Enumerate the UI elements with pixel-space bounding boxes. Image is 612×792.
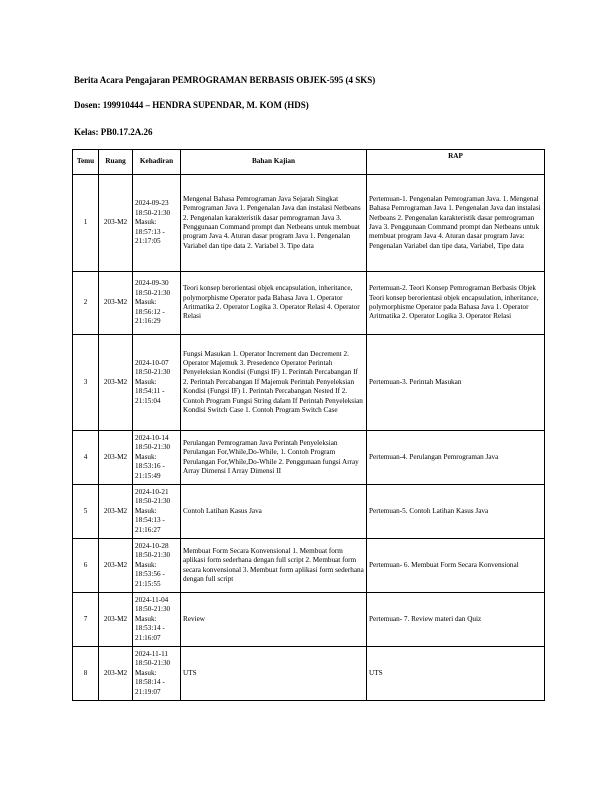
cell-temu: 2: [73, 272, 99, 335]
table-row: [73, 175, 545, 272]
cell-ruang: 203-M2: [99, 272, 133, 335]
cell-bahan-kajian: Membuat Form Secara Konvensional 1. Membuat form aplikasi form sederhana dengan full script 2. Membuat form secara konvensional 3. Membuat form aplikasi form sederhana dengan full script: [181, 539, 367, 593]
cell-ruang: 203-M2: [99, 539, 133, 593]
cell-rap: Pertemuan- 6. Membuat Form Secara Konvensional: [367, 539, 545, 593]
cell-kehadiran: 2024-11-11 18:50-21:30 Masuk: 18:58:14 - 21:19:07: [133, 647, 181, 701]
cell-temu: 7: [73, 593, 99, 647]
lecturer-line: Dosen: 199910444 – HENDRA SUPENDAR, M. KOM (HDS): [74, 100, 309, 110]
cell-ruang: 203-M2: [99, 593, 133, 647]
cell-kehadiran: 2024-10-28 18:50-21:30 Masuk: 18:53:56 - 21:15:55: [133, 539, 181, 593]
cell-bahan-kajian: Fungsi Masukan 1. Operator Increment dan Decrement 2. Operator Majemuk 3. Presedence Operator Perintah Penyeleksian Kondisi (Fungsi IF) 1. Perintah Percabangan If 2. Perintah Percabangan If Majemuk Perintah Penyeleksian Kondisi (Fungsi IF) 1. Perintah Percabangan Nested If 2. Contoh Program Fungsi String dalam If Perintah Penyeleksian Kondisi Switch Case 1. Contoh Program Switch Case: [181, 335, 367, 431]
cell-bahan-kajian: UTS: [181, 647, 367, 701]
table-row: [73, 485, 545, 539]
cell-temu: 1: [73, 175, 99, 272]
table-row: [73, 272, 545, 335]
cell-bahan-kajian: Perulangan Pemrograman Java Perintah Penyeleksian Perulangan For,While,Do-While, 1. Contoh Program Perulangan For,While,Do-While 2. Penggunaan fungsi Array Array Dimensi I Array Dimensi II: [181, 431, 367, 485]
cell-rap: Pertemuan- 7. Review materi dan Quiz: [367, 593, 545, 647]
cell-kehadiran: 2024-10-14 18:50-21:30 Masuk: 18:53:16 - 21:15:49: [133, 431, 181, 485]
cell-ruang: 203-M2: [99, 175, 133, 272]
cell-bahan-kajian: Review: [181, 593, 367, 647]
cell-kehadiran: 2024-10-21 18:50-21:30 Masuk: 18:54:13 - 21:16:27: [133, 485, 181, 539]
cell-rap: Pertemuan-2. Teori Konsep Pemrograman Berbasis Objek Teori konsep berorientasi objek encapsulation, inheritance, polymorphisme Operator pada Bahasa Java 1. Operator Aritmatika 2. Operator Logika 3. Operator Relasi: [367, 272, 545, 335]
table-header-row: [73, 150, 545, 175]
col-header-bahan-kajian: Bahan Kajian: [181, 150, 367, 175]
col-header-rap: RAP: [367, 150, 545, 175]
cell-kehadiran: 2024-10-07 18:50-21:30 Masuk: 18:54:11 - 21:15:04: [133, 335, 181, 431]
table-row: [73, 539, 545, 593]
cell-bahan-kajian: Mengenal Bahasa Pemrograman Java Sejarah Singkat Pemrograman Java 1. Pengenalan Java dan instalasi Netbeans 2. Pengenalan karakteristik dasar pemrograman Java 3. Penggunaan Command prompt dan Netbeans untuk membuat program Java 4. Aturan dasar program Java 1. Pengenalan Variabel dan tipe data 2. Variabel 3. Tipe data: [181, 175, 367, 272]
cell-rap: Pertemuan-4. Perulangan Pemrograman Java: [367, 431, 545, 485]
cell-rap: Pertemuan-3. Perintah Masukan: [367, 335, 545, 431]
class-line: Kelas: PB0.17.2A.26: [74, 127, 153, 137]
cell-ruang: 203-M2: [99, 431, 133, 485]
cell-temu: 5: [73, 485, 99, 539]
cell-ruang: 203-M2: [99, 335, 133, 431]
cell-temu: 8: [73, 647, 99, 701]
col-header-kehadiran: Kehadiran: [133, 150, 181, 175]
cell-temu: 3: [73, 335, 99, 431]
table-row: [73, 335, 545, 431]
table-row: [73, 593, 545, 647]
cell-bahan-kajian: Teori konsep berorientasi objek encapsulation, inheritance, polymorphisme Operator pada Bahasa Java 1. Operator Aritmatika 2. Operator Logika 3. Operator Relasi 4. Operator Relasi: [181, 272, 367, 335]
cell-ruang: 203-M2: [99, 485, 133, 539]
cell-rap: UTS: [367, 647, 545, 701]
cell-kehadiran: 2024-09-23 18:50-21:30 Masuk: 18:57:13 - 21:17:05: [133, 175, 181, 272]
cell-temu: 4: [73, 431, 99, 485]
cell-temu: 6: [73, 539, 99, 593]
col-header-ruang: Ruang: [99, 150, 133, 175]
document-title: Berita Acara Pengajaran PEMROGRAMAN BERBASIS OBJEK-595 (4 SKS): [74, 75, 376, 85]
table-row: [73, 647, 545, 701]
col-header-temu: Temu: [73, 150, 99, 175]
attendance-table: [72, 149, 545, 701]
cell-rap: Pertemuan-1. Pengenalan Pemrograman Java. 1. Mengenal Bahasa Pemrograman Java 1. Pengenalan Java dan instalasi Netbeans 2. Pengenalan karakteristik dasar pemrograman Java 3. Penggunaan Command prompt dan Netbeans untuk membuat program Java 4. Aturan dasar program Java: Pengenalan Variabel dan tipe data, Variabel, Tipe data: [367, 175, 545, 272]
cell-kehadiran: 2024-09-30 18:50-21:30 Masuk: 18:56:12 - 21:16:29: [133, 272, 181, 335]
cell-kehadiran: 2024-11-04 18:50-21:30 Masuk: 18:53:14 - 21:16:07: [133, 593, 181, 647]
cell-rap: Pertemuan-5. Contoh Latihan Kasus Java: [367, 485, 545, 539]
cell-ruang: 203-M2: [99, 647, 133, 701]
cell-bahan-kajian: Contoh Latihan Kasus Java: [181, 485, 367, 539]
table-row: [73, 431, 545, 485]
